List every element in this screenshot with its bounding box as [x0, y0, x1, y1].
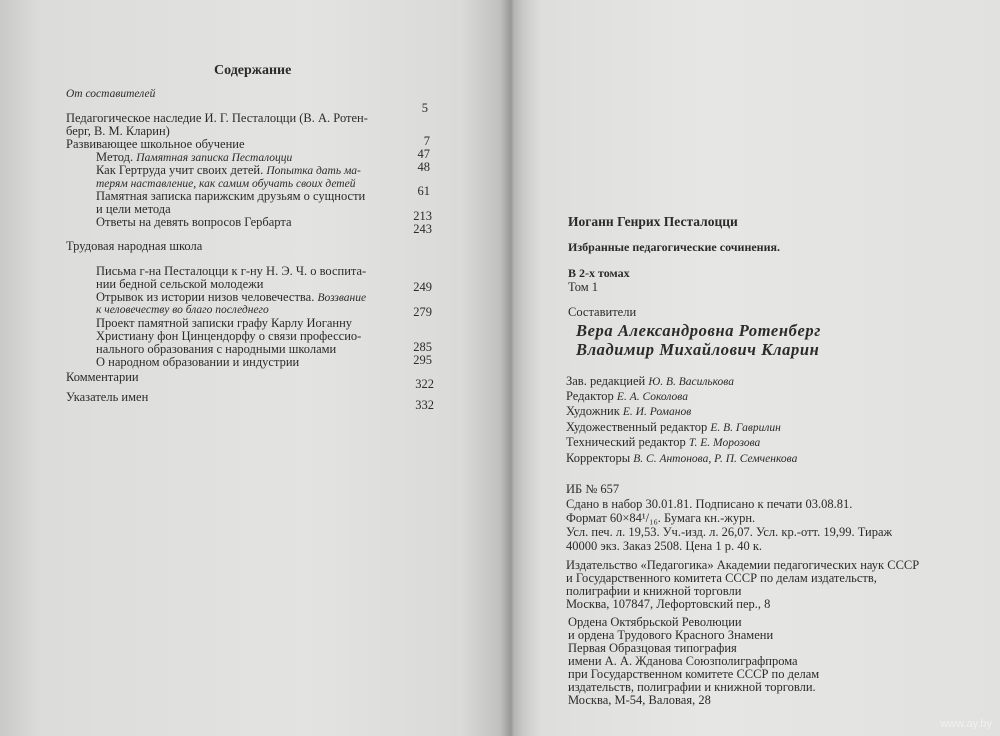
toc-entry: О народном образовании и индустрии — [96, 355, 300, 369]
staff-line: Художественный редактор Е. В. Гаврилин — [566, 420, 781, 434]
toc-section: Трудовая народная школа — [66, 239, 203, 253]
staff-line: Художник Е. И. Романов — [566, 404, 692, 418]
toc-page-number: 213 — [413, 209, 432, 223]
staff-line: Корректоры В. С. Антонова, Р. П. Семченкова — [566, 451, 798, 465]
printer-line: при Государственном комитете СССР по делам — [568, 667, 820, 681]
toc-page-number: 279 — [413, 305, 432, 319]
compiler-name: Вера Александровна Ротенберг — [576, 321, 821, 340]
toc-entry: терям наставление, как самим обучать своих детей — [96, 178, 356, 190]
toc-entry: Развивающее школьное обучение — [66, 137, 245, 151]
toc-entry: Проект памятной записки графу Карлу Иоганну — [96, 316, 353, 330]
toc-entry: Отрывок из истории низов человечества. Воззвание — [96, 290, 367, 304]
staff-line: Технический редактор Т. Е. Морозова — [566, 435, 761, 449]
toc-section: Комментарии — [66, 370, 139, 384]
staff-line: Редактор Е. А. Соколова — [566, 389, 688, 403]
toc-entry: и цели метода — [96, 202, 171, 216]
toc-entry: Метод. Памятная записка Песталоцци — [96, 150, 293, 164]
book-author: Иоганн Генрих Песталоцци — [568, 214, 738, 229]
toc-from-compilers: От составителей — [66, 88, 156, 100]
book-volume: Том 1 — [568, 280, 598, 294]
publisher-line: Издательство «Педагогика» Академии педагогических наук СССР — [566, 558, 920, 572]
tech-line: Сдано в набор 30.01.81. Подписано к печати 03.08.81. — [566, 497, 853, 511]
compilers-label: Составители — [568, 305, 637, 319]
printer-line: и ордена Трудового Красного Знамени — [568, 628, 774, 642]
toc-page-number: 243 — [413, 222, 432, 236]
book-volumes: В 2-х томах — [568, 266, 630, 280]
toc-page-number: 7 — [423, 134, 430, 148]
publisher-line: Москва, 107847, Лефортовский пер., 8 — [566, 597, 771, 611]
toc-entry: Письма г-на Песталоцци к г-ну Н. Э. Ч. о воспита- — [96, 264, 367, 278]
toc-title: Содержание — [214, 63, 292, 78]
printer-line: издательств, полиграфии и книжной торговли. — [568, 680, 816, 694]
toc-page-number: 5 — [421, 101, 428, 115]
toc-page-number: 322 — [415, 377, 434, 391]
staff-line: Зав. редакцией Ю. В. Василькова — [566, 374, 734, 388]
book-gutter — [500, 0, 524, 736]
toc-page-number: 48 — [417, 160, 430, 174]
tech-line: 40000 экз. Заказ 2508. Цена 1 р. 40 к. — [566, 539, 763, 553]
toc-entry: нального образования с народными школами — [96, 342, 337, 356]
toc-page-number: 249 — [413, 280, 432, 294]
printer-line: Москва, М-54, Валовая, 28 — [568, 693, 711, 707]
toc-entry: берг, В. М. Кларин) — [66, 124, 170, 138]
ib-number: ИБ № 657 — [566, 482, 620, 496]
tech-line: Усл. печ. л. 19,53. Уч.-изд. л. 26,07. Усл. кр.-отт. 19,99. Тираж — [566, 525, 893, 539]
toc-entry: Памятная записка парижским друзьям о сущности — [96, 189, 366, 203]
toc-page-number: 61 — [417, 184, 430, 198]
toc-section: Указатель имен — [66, 390, 149, 404]
printer-line: Ордена Октябрьской Революции — [568, 615, 742, 629]
toc-page-number: 332 — [415, 398, 434, 412]
watermark: www.ay.by — [940, 718, 992, 730]
printer-line: Первая Образцовая типография — [568, 641, 737, 655]
toc-entry: нии бедной сельской молодежи — [96, 277, 264, 291]
publisher-line: полиграфии и книжной торговли — [566, 584, 742, 598]
publisher-line: и Государственного комитета СССР по делам издательств, — [566, 571, 877, 585]
toc-entry: Как Гертруда учит своих детей. Попытка дать ма- — [96, 163, 361, 177]
toc-entry: Педагогическое наследие И. Г. Песталоцци (В. А. Ротен- — [66, 111, 368, 125]
tech-line: Формат 60×84¹/₁₆. Бумага кн.-журн. — [566, 511, 756, 525]
toc-entry: Ответы на девять вопросов Гербарта — [96, 215, 292, 229]
imprint-page — [512, 0, 1000, 736]
printer-line: имени А. А. Жданова Союзполиграфпрома — [568, 654, 798, 668]
toc-entry: к человечеству во благо последнего — [96, 304, 269, 316]
toc-page-number: 285 — [413, 340, 432, 354]
toc-entry: Христиану фон Цинцендорфу о связи профессио- — [96, 329, 362, 343]
toc-page-number: 295 — [413, 353, 432, 367]
book-title: Избранные педагогические сочинения. — [568, 240, 780, 254]
compiler-name: Владимир Михайлович Кларин — [576, 340, 820, 359]
toc-page-number: 47 — [417, 147, 430, 161]
